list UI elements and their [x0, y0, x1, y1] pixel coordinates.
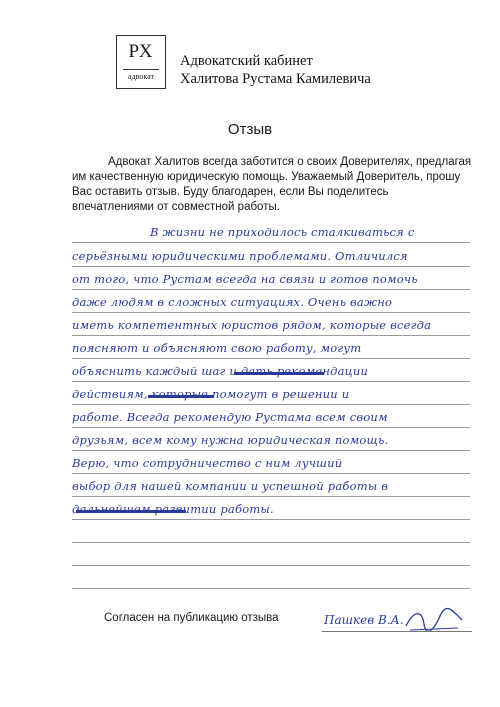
intro-paragraph: Адвокат Халитов всегда заботится о своих Доверителях, предлагая им качественную юридическую помощь. Уважаемый Доверитель, прошу Вас оставить отзыв. Буду благодарен, если Вы поделитесь впечатлениями от совместной работы.: [72, 156, 472, 213]
signature-flourish: [404, 606, 464, 634]
signature-line: [322, 631, 472, 632]
firm-name: [180, 52, 371, 88]
ruled-line: [72, 335, 470, 336]
review-line: Верю, что сотрудничество с ним лучший: [72, 456, 343, 470]
logo-monogram: РХ: [128, 41, 154, 62]
review-area: [72, 217, 470, 597]
review-line: дальнейшем развитии работы.: [72, 502, 274, 516]
strikethrough: [76, 510, 186, 513]
consent-label: Согласен на публикацию отзыва: [104, 612, 279, 624]
review-line: работе. Всегда рекомендую Рустама всем своим: [72, 410, 388, 424]
ruled-line: [72, 473, 470, 474]
review-line: поясняют и объясняют свою работу, могут: [72, 341, 362, 355]
signature: Пашкев В.А.: [324, 613, 404, 627]
firm-office: Адвокатский кабинет: [180, 53, 313, 69]
review-line: даже людям в сложных ситуациях. Очень важно: [72, 295, 393, 309]
review-line: объяснить каждый шаг и дать рекомендации: [72, 364, 369, 378]
ruled-line: [72, 242, 470, 243]
strikethrough: [234, 372, 324, 375]
review-line: серьёзными юридическими проблемами. Отличился: [72, 249, 408, 263]
ruled-line: [72, 588, 470, 589]
ruled-line: [72, 266, 470, 267]
firm-lawyer-name: Халитова Рустама Камилевича: [180, 71, 371, 87]
review-line: от того, что Рустам всегда на связи и готов помочь: [72, 272, 418, 286]
logo-divider: [123, 69, 159, 70]
page-title: Отзыв: [227, 121, 273, 138]
ruled-line: [72, 519, 470, 520]
logo: [116, 35, 166, 89]
ruled-line: [72, 427, 470, 428]
review-line: В жизни не приходилось сталкиваться с: [150, 225, 415, 239]
ruled-line: [72, 496, 470, 497]
ruled-line: [72, 289, 470, 290]
review-line: иметь компетентных юристов рядом, которые всегда: [72, 318, 432, 332]
ruled-line: [72, 450, 470, 451]
strikethrough: [148, 395, 214, 398]
ruled-line: [72, 358, 470, 359]
logo-caption: адвокат: [128, 72, 154, 81]
review-line: выбор для нашей компании и успешной работы в: [72, 479, 389, 493]
ruled-line: [72, 312, 470, 313]
review-line: друзьям, всем кому нужна юридическая помощь.: [72, 433, 389, 447]
ruled-line: [72, 565, 470, 566]
review-line: действиям, которые помогут в решении и: [72, 387, 350, 401]
ruled-line: [72, 542, 470, 543]
ruled-line: [72, 404, 470, 405]
ruled-line: [72, 381, 470, 382]
